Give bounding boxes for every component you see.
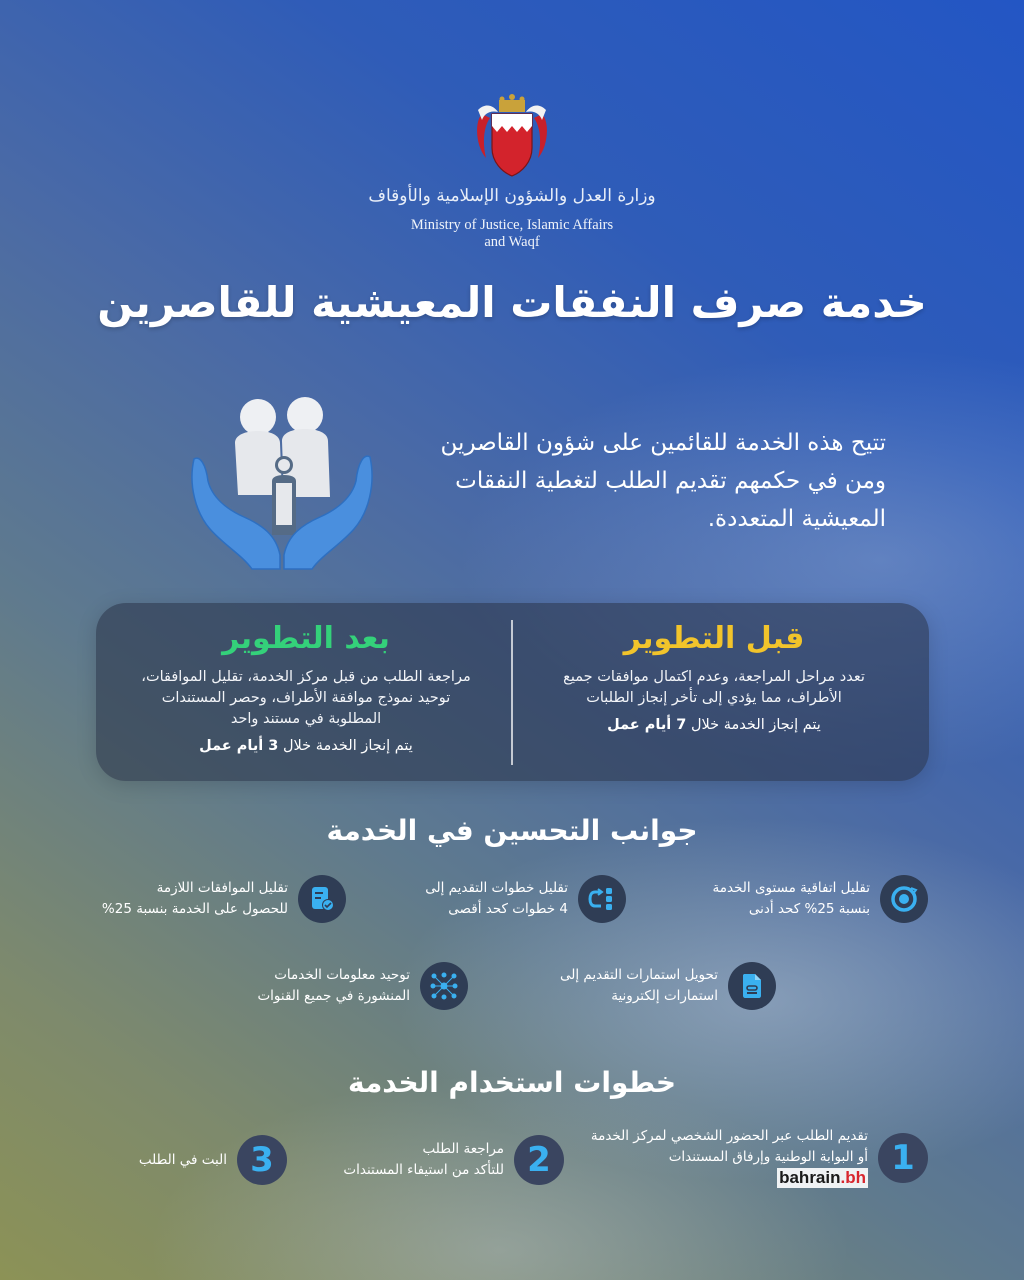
duration-value: 7 أيام عمل — [607, 717, 687, 733]
improvement-line1: تحويل استمارات التقديم إلى — [559, 967, 718, 983]
step-text — [139, 1150, 227, 1171]
improvement-text — [425, 878, 568, 920]
step-line1: مراجعة الطلب — [422, 1141, 504, 1157]
improvement-item — [257, 962, 468, 1010]
step-text — [343, 1139, 504, 1181]
improvement-item — [560, 962, 776, 1010]
network-unify-icon — [420, 962, 468, 1010]
improvement-line2: بنسبة 25% كحد أدنى — [748, 901, 870, 917]
page-title: خدمة صرف النفقات المعيشية للقاصرين — [97, 278, 927, 327]
step-item — [591, 1126, 928, 1190]
after-development-column — [106, 603, 506, 781]
improvement-line2: للحصول على الخدمة بنسبة 25% — [101, 901, 288, 917]
improvement-line2: المنشورة في جميع القنوات — [257, 988, 410, 1004]
bahrain-coat-of-arms-icon — [472, 92, 552, 184]
duration-prefix: يتم إنجاز الخدمة خلال — [691, 717, 821, 733]
step-number: 2 — [514, 1135, 564, 1185]
improvements-heading: جوانب التحسين في الخدمة — [326, 814, 698, 847]
improvement-line1: توحيد معلومات الخدمات — [274, 967, 410, 983]
improvement-text — [560, 965, 718, 1007]
service-description: تتيح هذه الخدمة للقائمين على شؤون القاصرين ومن في حكمهم تقديم الطلب لتغطية النفقات المعيشية المتعددة. — [440, 430, 886, 532]
brand-text: bahrain — [779, 1168, 841, 1187]
improvement-item — [102, 875, 346, 923]
step-number: 3 — [237, 1135, 287, 1185]
step-line2: للتأكد من استيفاء المستندات — [343, 1162, 504, 1178]
steps-heading: خطوات استخدام الخدمة — [347, 1066, 677, 1099]
before-development-duration — [514, 717, 914, 733]
hero-illustration — [180, 385, 385, 575]
ministry-name-arabic: وزارة العدل والشؤون الإسلامية والأوقاف — [368, 186, 656, 206]
improvement-line1: تقليل خطوات التقديم إلى — [425, 880, 568, 896]
after-development-title: بعد التطوير — [222, 621, 390, 656]
improvement-line2: استمارات إلكترونية — [611, 988, 718, 1004]
step-item — [343, 1135, 564, 1185]
family-in-hands-icon — [180, 385, 385, 575]
card-divider — [511, 620, 513, 765]
step-line2: أو البوابة الوطنية وإرفاق المستندات — [668, 1149, 868, 1165]
brand-domain: .bh — [840, 1168, 866, 1187]
improvement-text — [102, 878, 288, 920]
before-development-title: قبل التطوير — [623, 621, 805, 656]
improvement-text — [257, 965, 410, 1007]
bahrain-bh-logo — [777, 1168, 868, 1188]
ministry-logo — [472, 92, 552, 184]
duration-prefix: يتم إنجاز الخدمة خلال — [283, 738, 413, 754]
duration-value: 3 أيام عمل — [199, 738, 279, 754]
improvement-item — [713, 875, 928, 923]
step-item — [139, 1135, 287, 1185]
step-text — [591, 1126, 868, 1190]
step-number: 1 — [878, 1133, 928, 1183]
improvement-line1: تقليل اتفاقية مستوى الخدمة — [712, 880, 870, 896]
electronic-form-icon — [728, 962, 776, 1010]
improvement-text — [713, 878, 870, 920]
step-line1: البت في الطلب — [138, 1151, 227, 1168]
sla-clock-icon — [880, 875, 928, 923]
after-development-description: مراجعة الطلب من قبل مركز الخدمة، تقليل الموافقات، توحيد نموذج موافقة الأطراف، وحصر المستندات المطلوبة في مستند واحد — [141, 669, 471, 727]
improvement-line2: 4 خطوات كحد أقصى — [448, 901, 568, 917]
before-development-column — [514, 603, 914, 781]
after-development-duration — [106, 738, 506, 754]
ministry-name-english-line2: and Waqf — [484, 234, 540, 250]
approval-document-icon — [298, 875, 346, 923]
before-development-description: تعدد مراحل المراجعة، وعدم اكتمال موافقات جميع الأطراف، مما يؤدي إلى تأخر إنجاز الطلبات — [563, 669, 865, 706]
ministry-name-english-line1: Ministry of Justice, Islamic Affairs — [410, 217, 614, 233]
steps-flow-icon — [578, 875, 626, 923]
ministry-name-english — [360, 217, 664, 251]
step-line1: تقديم الطلب عبر الحضور الشخصي لمركز الخدمة — [590, 1128, 868, 1144]
improvement-item — [425, 875, 626, 923]
improvement-line1: تقليل الموافقات اللازمة — [156, 880, 288, 896]
